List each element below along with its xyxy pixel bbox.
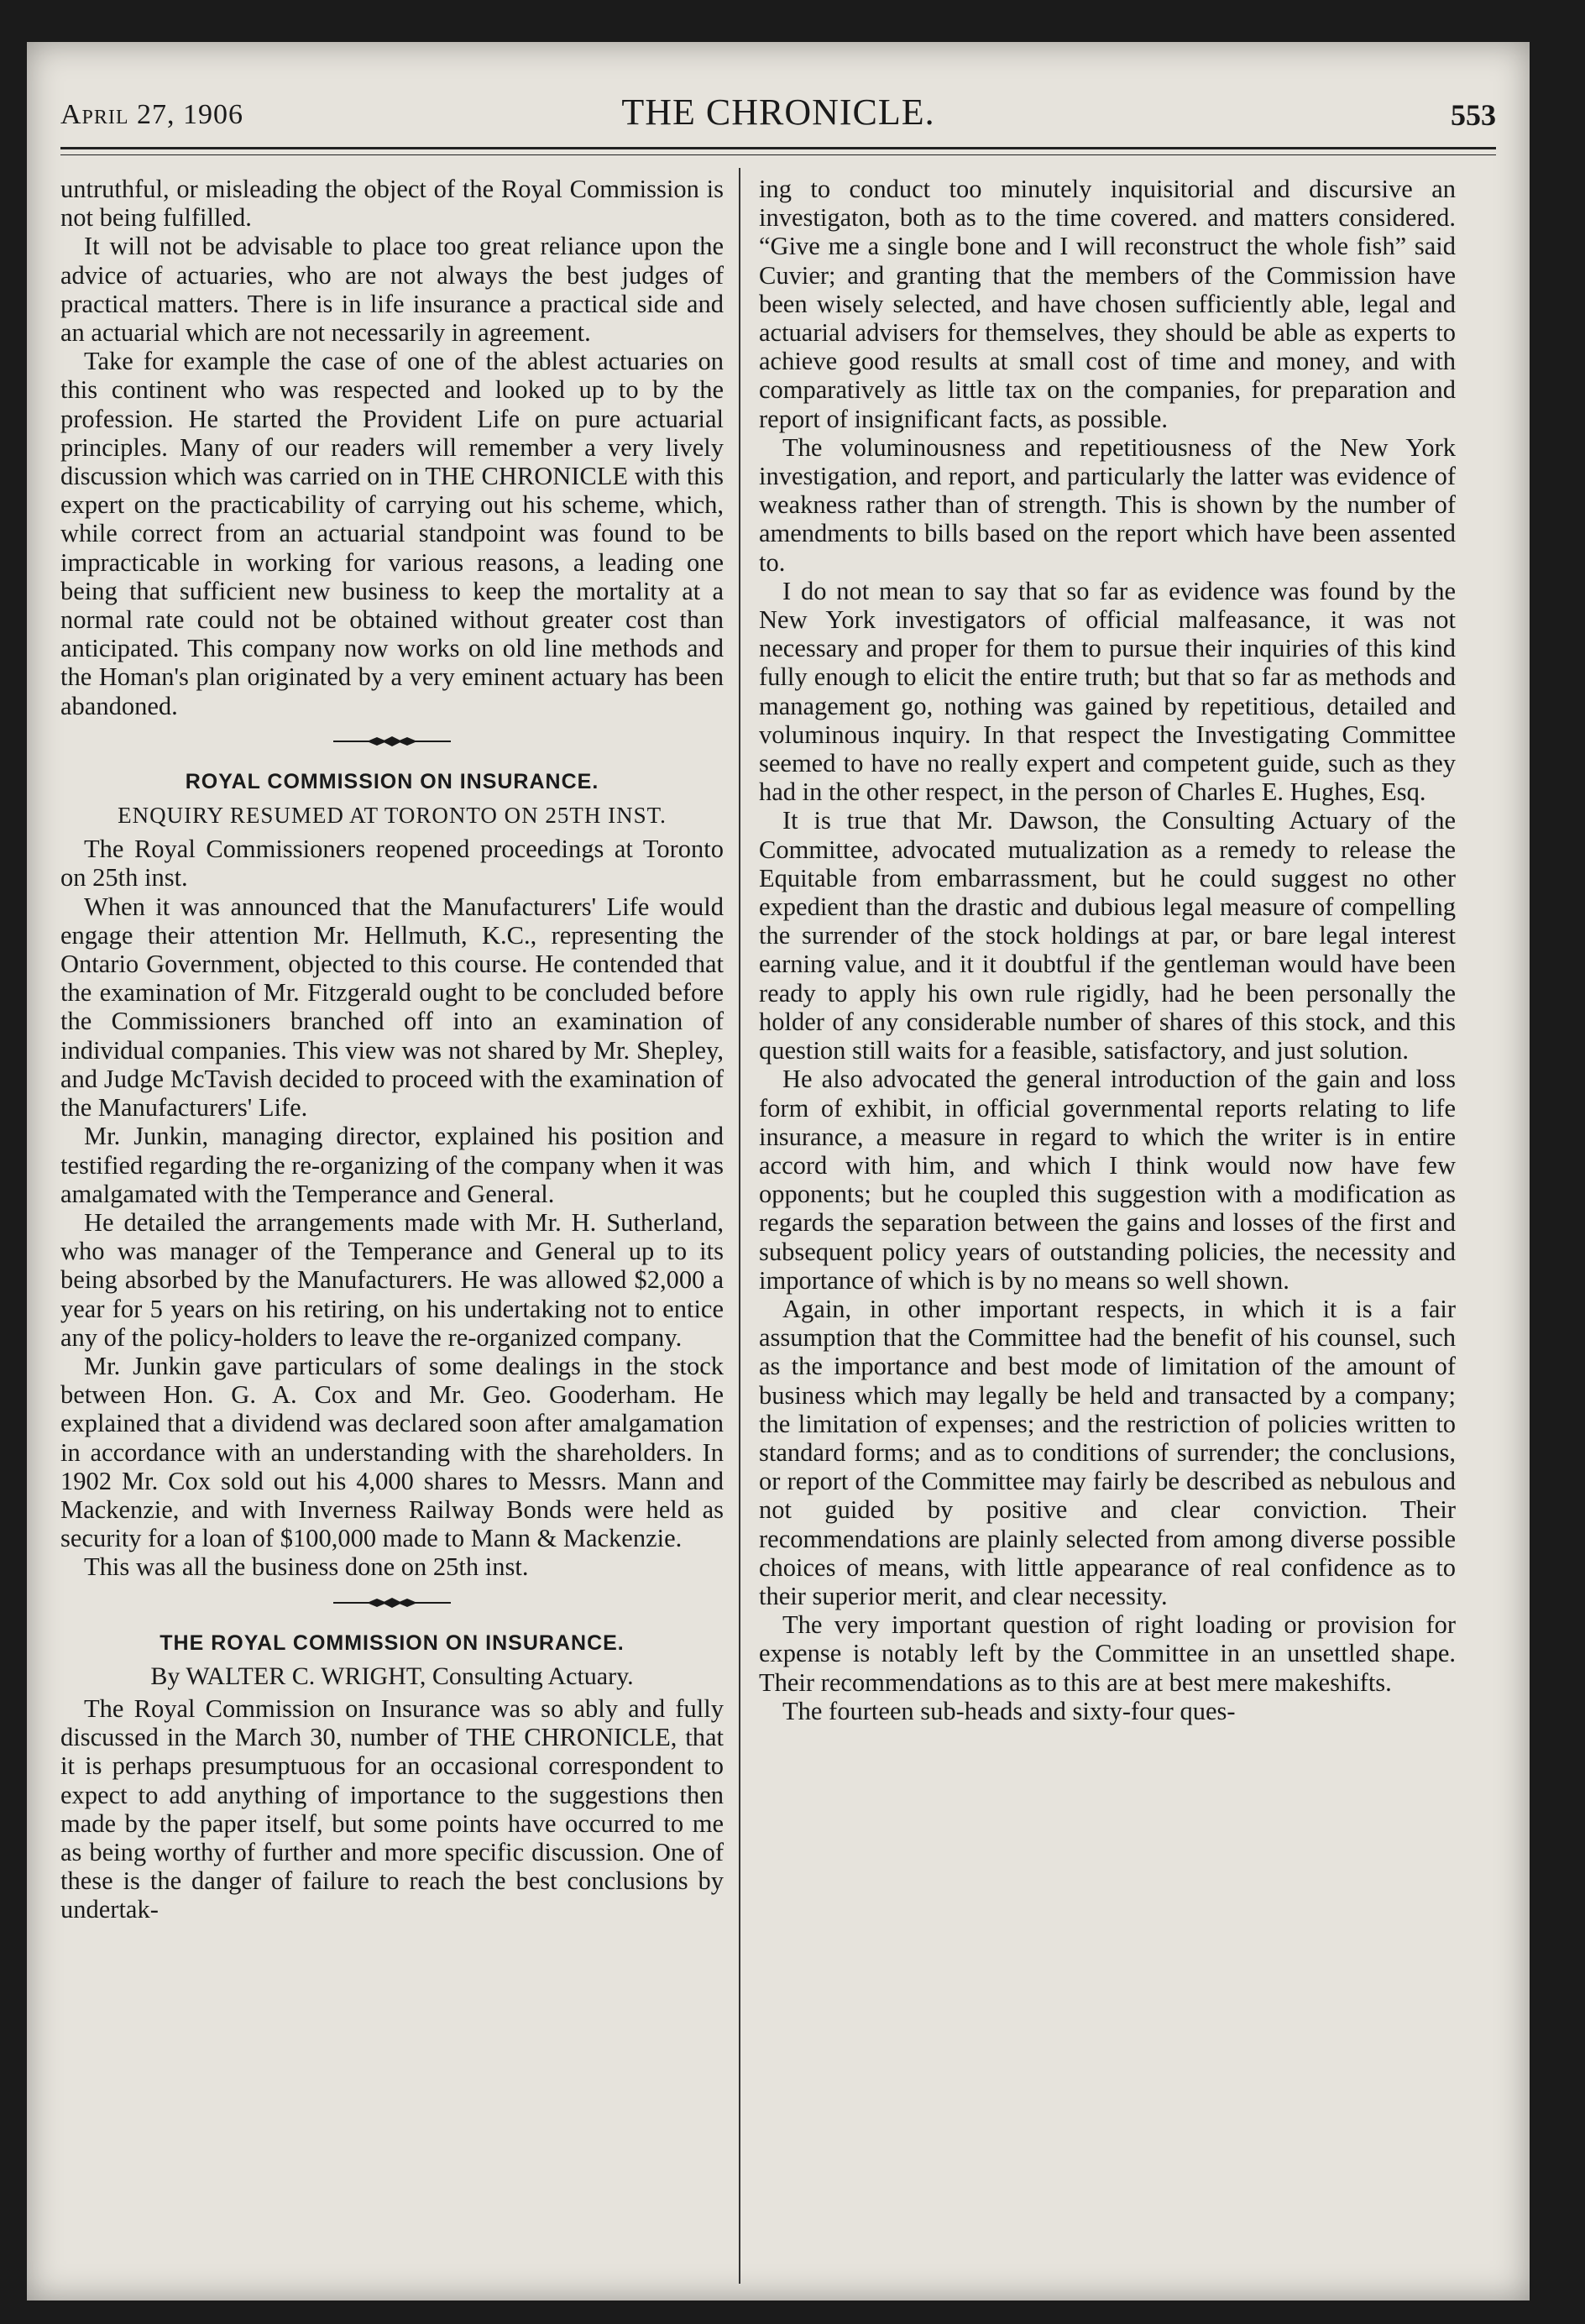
article-paragraph: The very important question of right loading or provision for expense is notably left by the Committee in an unsettled shape. Their recommendations as to this are at best mere makeshifts. bbox=[759, 1610, 1456, 1697]
newspaper-page bbox=[27, 42, 1530, 2300]
article-paragraph: The Royal Commission on Insurance was so ably and fully discussed in the March 30, number of THE CHRONICLE, that it is perhaps presumptuous for an occasional correspondent to expect to add anything of importance to the suggestions then made by the paper itself, but some points have occurred to me as being worthy of further and more specific discussion. One of these is the danger of failure to reach the best conclusions by undertak- bbox=[60, 1693, 724, 1924]
header-rule-thin bbox=[60, 154, 1496, 155]
header-date: April 27, 1906 bbox=[60, 99, 244, 130]
article-byline: By WALTER C. WRIGHT, Consulting Actuary. bbox=[150, 1662, 634, 1690]
ornament-divider-icon bbox=[333, 1597, 451, 1609]
publication-title: THE CHRONICLE. bbox=[621, 92, 935, 133]
article-paragraph: Mr. Junkin, managing director, explained his position and testified regarding the re-organizing of the company when it was amalgamated with the Temperance and General. bbox=[60, 1122, 724, 1208]
article-paragraph: It will not be advisable to place too great reliance upon the advice of actuaries, who are not always the best judges of practical matters. There is in life insurance a practical side and an actuarial which are not necessarily in agreement. bbox=[60, 232, 724, 348]
article-paragraph: He also advocated the general introduction of the gain and loss form of exhibit, in official governmental reports relating to life insurance, a measure in regard to which the writer is in entire accord with him, and which I think would now have few opponents; but he coupled this suggestion with a modification as regards the separation between the gains and losses of the first and subsequent policy years of outstanding policies, the necessity and importance of which is by no means so well shown. bbox=[759, 1065, 1456, 1295]
left-column bbox=[60, 175, 724, 1924]
article-paragraph: Take for example the case of one of the ablest actuaries on this continent who was respected and looked up to by the profession. He started the Provident Life on pure actuarial principles. Many of our readers will remember a very lively discussion which was carried on in THE CHRONICLE with this expert on the practicability of carrying out his scheme, which, while correct from an actuarial standpoint was found to be impracticable in working for various reasons, a leading one being that sufficient new business to keep the mortality at a normal rate could not be obtained without greater cost than anticipated. This company now works on old line methods and the Homan's plan originated by a very eminent actuary has been abandoned. bbox=[60, 347, 724, 720]
ornament-divider-icon bbox=[333, 735, 451, 747]
column-divider bbox=[739, 168, 740, 2284]
article-paragraph: ing to conduct too minutely inquisitorial and discursive an investigaton, both as to the time covered. and matters considered. “Give me a single bone and I will reconstruct the whole fish” said Cuvier; and granting that the members of the Commission have been wisely selected, and have chosen sufficiently able, legal and actuarial advisers for themselves, they should be able as experts to achieve good results at small cost of time and money, and with comparatively as little tax on the companies, for preparation and report of insignificant facts, as possible. bbox=[759, 175, 1456, 433]
article-paragraph: The fourteen sub-heads and sixty-four ques- bbox=[782, 1696, 1236, 1725]
article-paragraph: The voluminousness and repetitiousness of the New York investigation, and report, and particularly the latter was evidence of weakness rather than of strength. This is shown by the number of amendments to bills based on the report which have been assented to. bbox=[759, 432, 1456, 577]
article-paragraph: When it was announced that the Manufacturers' Life would engage their attention Mr. Hellmuth, K.C., representing the Ontario Government, objected to this course. He contended that the examination of Mr. Fitzgerald ought to be concluded before the Commissioners branched off into an examination of individual companies. This view was not shared by Mr. Shepley, and Judge McTavish decided to proceed with the examination of the Manufacturers' Life. bbox=[60, 892, 724, 1123]
section-heading: ROYAL COMMISSION ON INSURANCE. bbox=[185, 769, 599, 793]
article-paragraph: Again, in other important respects, in which it is a fair assumption that the Committee had the benefit of his counsel, such as the importance and best mode of limitation of the amount of business which may legally be held and transacted by a company; the limitation of expenses; and the restriction of policies written to standard forms; and as to conditions of surrender; the conclusions, or report of the Committee may fairly be described as nebulous and not guided by positive and clear conviction. Their recommendations are plainly selected from among diverse possible choices of means, with little appearance of real confidence as to their superior merit, and clear necessity. bbox=[759, 1294, 1456, 1610]
article-paragraph: The Royal Commissioners reopened proceedings at Toronto on 25th inst. bbox=[60, 835, 724, 892]
section-subheading: ENQUIRY RESUMED AT TORONTO ON 25TH INST. bbox=[118, 803, 667, 829]
article-paragraph: He detailed the arrangements made with Mr. H. Sutherland, who was manager of the Temperance and General up to its being absorbed by the Manufacturers. He was allowed $2,000 a year for 5 years on his retiring, on his undertaking not to entice any of the policy-holders to leave the re-organized company. bbox=[60, 1207, 724, 1352]
article-paragraph: This was all the business done on 25th inst. bbox=[84, 1552, 529, 1582]
article-paragraph: untruthful, or misleading the object of the Royal Commission is not being fulfilled. bbox=[60, 175, 724, 233]
article-paragraph: I do not mean to say that so far as evidence was found by the New York investigators of official malfeasance, it was not necessary and proper for them to pursue their inquiries of this kind fully enough to elicit the entire truth; but that so far as methods and management go, nothing was gained by repetitious, detailed and voluminous inquiry. In that respect the Investigating Committee seemed to have no really expert and competent guide, such as they had in the other respect, in the person of Charles E. Hughes, Esq. bbox=[759, 576, 1456, 807]
page-header bbox=[60, 91, 1496, 141]
header-rule bbox=[60, 147, 1496, 149]
section-heading: THE ROYAL COMMISSION ON INSURANCE. bbox=[160, 1630, 625, 1655]
page-number: 553 bbox=[1451, 98, 1496, 132]
article-paragraph: Mr. Junkin gave particulars of some dealings in the stock between Hon. G. A. Cox and Mr. Geo. Gooderham. He explained that a dividend was declared soon after amalgamation in accordance with an understanding with the shareholders. In 1902 Mr. Cox sold out his 4,000 shares to Messrs. Mann and Mackenzie, and with Inverness Railway Bonds were held as security for a loan of $100,000 made to Mann & Mackenzie. bbox=[60, 1351, 724, 1553]
right-column bbox=[759, 175, 1456, 1725]
article-paragraph: It is true that Mr. Dawson, the Consulting Actuary of the Committee, advocated mutualization as a remedy to release the Equitable from embarrassment, but he could suggest no other expedient than the drastic and dubious legal measure of compelling the surrender of the stock holdings at par, or bare legal interest earning value, and it it doubtful if the gentleman would have been ready to apply his own rule rigidly, had he been personally the holder of any considerable number of shares of this stock, and this question still waits for a feasible, satisfactory, and just solution. bbox=[759, 806, 1456, 1065]
